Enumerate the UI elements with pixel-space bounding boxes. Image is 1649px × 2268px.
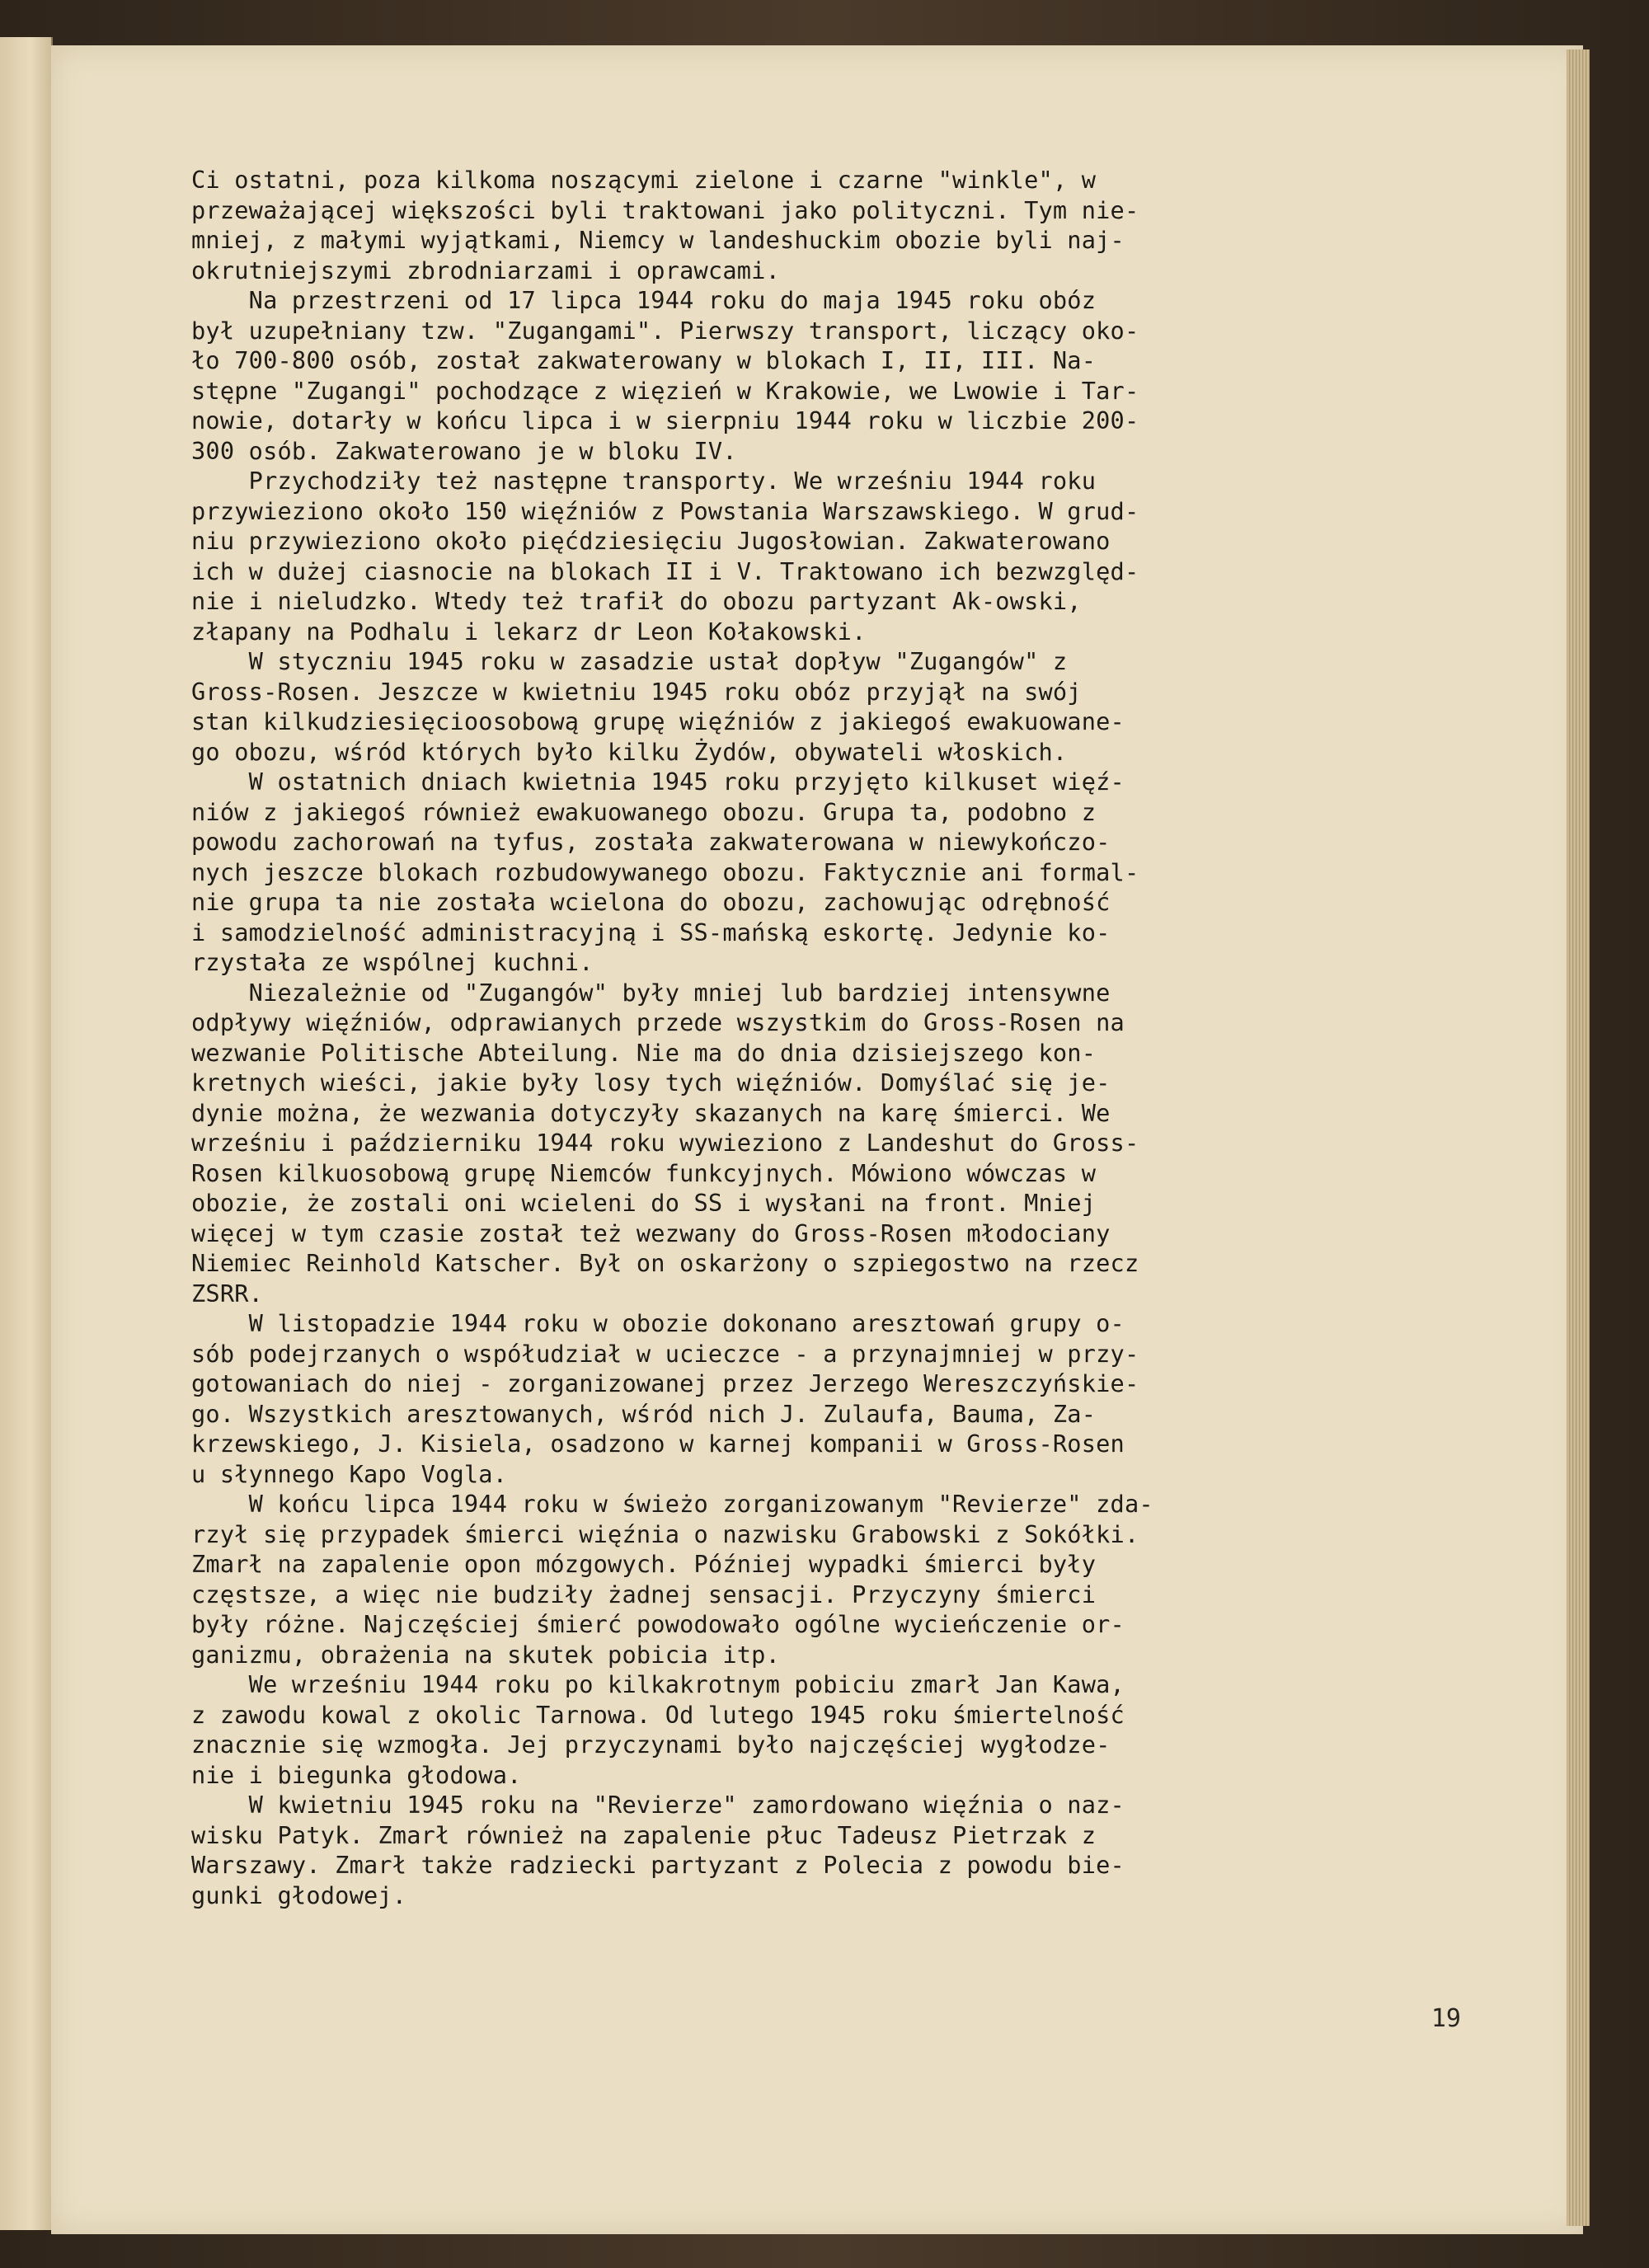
text-line: wrześniu i październiku 1944 roku wywieziono z Landeshut do Gross- [191, 1129, 1139, 1157]
text-line: więcej w tym czasie został też wezwany do Gross-Rosen młodociany [191, 1219, 1111, 1247]
text-line: Zmarł na zapalenie opon mózgowych. Później wypadki śmierci były [191, 1550, 1097, 1578]
text-line: gotowaniach do niej - zorganizowanej przez Jerzego Wereszczyńskie- [191, 1369, 1139, 1397]
text-line: niu przywieziono około pięćdziesięciu Jugosłowian. Zakwaterowano [191, 527, 1111, 555]
text-line: W listopadzie 1944 roku w obozie dokonano aresztowań grupy o- [191, 1309, 1125, 1337]
text-line: okrutniejszymi zbrodniarzami i oprawcami. [191, 256, 781, 284]
text-line: We wrześniu 1944 roku po kilkakrotnym pobiciu zmarł Jan Kawa, [191, 1670, 1125, 1698]
text-line: W kwietniu 1945 roku na "Revierze" zamordowano więźnia o naz- [191, 1791, 1125, 1819]
text-line: były różne. Najczęściej śmierć powodowało ogólne wycieńczenie or- [191, 1610, 1125, 1638]
text-line: Przychodziły też następne transporty. We wrześniu 1944 roku [191, 467, 1097, 495]
text-line: krzewskiego, J. Kisiela, osadzono w karnej kompanii w Gross-Rosen [191, 1430, 1125, 1458]
text-line: go. Wszystkich aresztowanych, wśród nich J. Zulaufa, Bauma, Za- [191, 1399, 1097, 1428]
text-line: częstsze, a więc nie budziły żadnej sensacji. Przyczyny śmierci [191, 1580, 1097, 1608]
text-line: był uzupełniany tzw. "Zugangami". Pierwszy transport, liczący oko- [191, 316, 1139, 345]
text-line: Niemiec Reinhold Katscher. Był on oskarżony o szpiegostwo na rzecz [191, 1249, 1139, 1277]
page-stack-edge [1567, 49, 1590, 2226]
text-line: ich w dużej ciasnocie na blokach II i V. Traktowano ich bezwzględ- [191, 556, 1139, 585]
text-line: ło 700-800 osób, został zakwaterowany w blokach I, II, III. Na- [191, 346, 1097, 374]
text-line: Rosen kilkuosobową grupę Niemców funkcyjnych. Mówiono wówczas w [191, 1158, 1097, 1187]
text-line: kretnych wieści, jakie były losy tych więźniów. Domyślać się je- [191, 1068, 1111, 1096]
text-line: W końcu lipca 1944 roku w świeżo zorganizowanym "Revierze" zda- [191, 1490, 1153, 1518]
text-line: z zawodu kowal z okolic Tarnowa. Od lutego 1945 roku śmiertelność [191, 1700, 1125, 1729]
text-line: rzystała ze wspólnej kuchni. [191, 948, 594, 976]
facing-page-edge [0, 37, 53, 2230]
text-line: i samodzielność administracyjną i SS-mańską eskortę. Jedynie ko- [191, 918, 1111, 946]
text-line: mniej, z małymi wyjątkami, Niemcy w landeshuckim obozie byli naj- [191, 226, 1125, 254]
text-line: wisku Patyk. Zmarł również na zapalenie płuc Tadeusz Pietrzak z [191, 1820, 1097, 1849]
text-line: nie i nieludzko. Wtedy też trafił do obozu partyzant Ak-owski, [191, 587, 1082, 615]
text-line: gunki głodowej. [191, 1881, 407, 1909]
text-line: przywieziono około 150 więźniów z Powstania Warszawskiego. W grud- [191, 496, 1139, 525]
text-line: ZSRR. [191, 1279, 264, 1308]
text-line: nowie, dotarły w końcu lipca i w sierpniu 1944 roku w liczbie 200- [191, 406, 1139, 434]
page-number: 19 [1431, 2004, 1461, 2033]
text-line: niów z jakiegoś również ewakuowanego obozu. Grupa ta, podobno z [191, 797, 1097, 826]
text-line: stan kilkudziesięcioosobową grupę więźniów z jakiegoś ewakuowane- [191, 707, 1125, 735]
text-line: W ostatnich dniach kwietnia 1945 roku przyjęto kilkuset więź- [191, 768, 1125, 796]
text-line: stępne "Zugangi" pochodzące z więzień w Krakowie, we Lwowie i Tar- [191, 376, 1139, 405]
text-line: Gross-Rosen. Jeszcze w kwietniu 1945 roku obóz przyjął na swój [191, 677, 1082, 706]
text-line: odpływy więźniów, odprawianych przede wszystkim do Gross-Rosen na [191, 1008, 1125, 1036]
text-line: dynie można, że wezwania dotyczyły skazanych na karę śmierci. We [191, 1098, 1111, 1127]
text-line: obozie, że zostali oni wcieleni do SS i wysłani na front. Mniej [191, 1189, 1097, 1217]
text-line: nie i biegunka głodowa. [191, 1760, 522, 1789]
text-line: przeważającej większości byli traktowani jako polityczni. Tym nie- [191, 195, 1139, 224]
text-line: Warszawy. Zmarł także radziecki partyzant z Polecia z powodu bie- [191, 1851, 1125, 1879]
text-line: znacznie się wzmogła. Jej przyczynami było najczęściej wygłodze- [191, 1730, 1111, 1759]
text-line: sób podejrzanych o współudział w ucieczce - a przynajmniej w przy- [191, 1339, 1139, 1368]
text-line: nie grupa ta nie została wcielona do obozu, zachowując odrębność [191, 888, 1111, 916]
text-line: rzył się przypadek śmierci więźnia o nazwisku Grabowski z Sokółki. [191, 1519, 1139, 1548]
text-line: go obozu, wśród których było kilku Żydów, obywateli włoskich. [191, 737, 1068, 766]
text-line: Ci ostatni, poza kilkoma noszącymi zielone i czarne "winkle", w [191, 166, 1097, 194]
text-line: złapany na Podhalu i lekarz dr Leon Kołakowski. [191, 617, 867, 646]
text-line: ganizmu, obrażenia na skutek pobicia itp. [191, 1640, 781, 1669]
text-line: nych jeszcze blokach rozbudowywanego obozu. Faktycznie ani formal- [191, 857, 1139, 886]
text-line: wezwanie Politische Abteilung. Nie ma do dnia dzisiejszego kon- [191, 1038, 1097, 1067]
text-line: powodu zachorowań na tyfus, została zakwaterowana w niewykończo- [191, 828, 1111, 856]
text-line: W styczniu 1945 roku w zasadzie ustał dopływ "Zugangów" z [191, 647, 1068, 675]
text-line: 300 osób. Zakwaterowano je w bloku IV. [191, 436, 737, 465]
text-line: u słynnego Kapo Vogla. [191, 1459, 508, 1488]
body-text [191, 165, 1478, 1910]
text-line: Na przestrzeni od 17 lipca 1944 roku do maja 1945 roku obóz [191, 286, 1097, 314]
text-line: Niezależnie od "Zugangów" były mniej lub bardziej intensywne [191, 978, 1111, 1007]
